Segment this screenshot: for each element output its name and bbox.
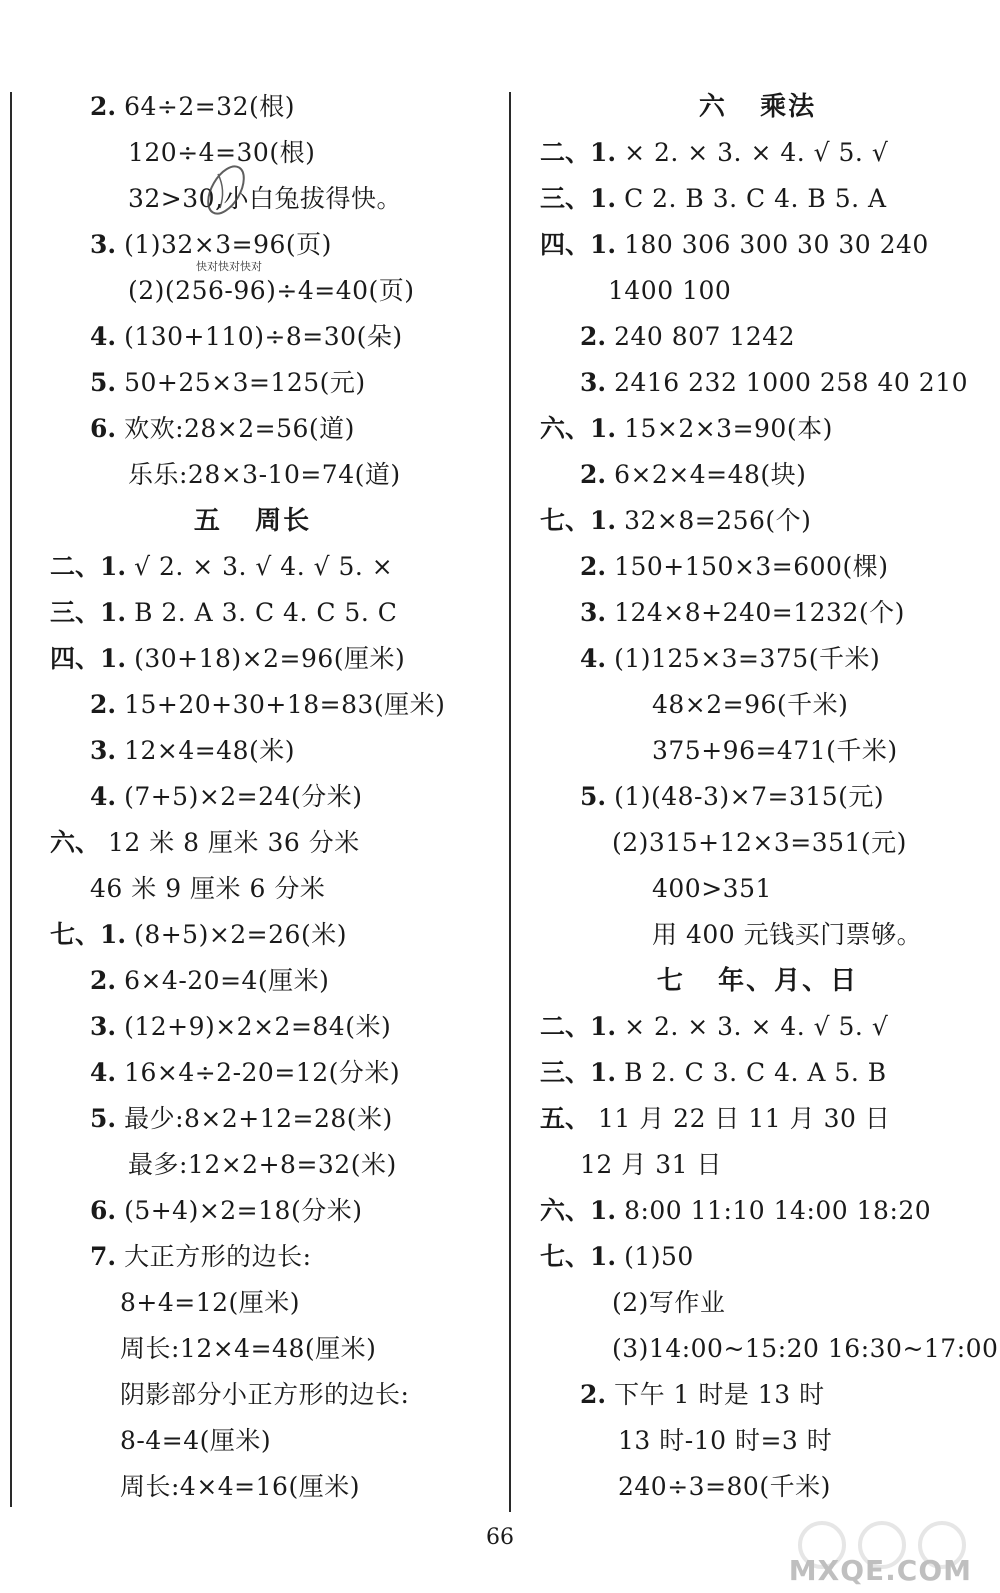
answer-text: 用 400 元钱买门票够。 bbox=[652, 920, 923, 949]
answer-text: 6×2×4=48(块) bbox=[614, 460, 807, 489]
stamp-seal-icon bbox=[196, 160, 256, 220]
answer-text: (1)(48-3)×7=315(元) bbox=[614, 782, 885, 811]
right-column bbox=[0, 84, 1000, 1510]
answer-text: (7+5)×2=24(分米) bbox=[124, 782, 363, 811]
answer-text: (3)14:00~15:20 16:30~17:00 bbox=[612, 1334, 999, 1363]
answer-text: 400>351 bbox=[652, 874, 772, 903]
answer-line bbox=[0, 1142, 1000, 1188]
answer-line bbox=[0, 452, 1000, 498]
answer-text: (8+5)×2=26(米) bbox=[134, 920, 347, 949]
answer-line bbox=[0, 1280, 1000, 1326]
answer-text: 13 时-10 时=3 时 bbox=[618, 1426, 833, 1455]
item-number: 6. bbox=[90, 414, 117, 443]
item-number: 4. bbox=[580, 644, 607, 673]
answer-line bbox=[0, 682, 1000, 728]
item-number: 二、1. bbox=[540, 1012, 617, 1041]
section-heading: 六 乘法 bbox=[698, 92, 817, 122]
answer-line bbox=[0, 544, 1000, 590]
answer-line bbox=[0, 130, 1000, 176]
answer-text: 46 米 9 厘米 6 分米 bbox=[90, 874, 326, 903]
item-number: 二、1. bbox=[50, 552, 127, 581]
section-heading: 五 周长 bbox=[193, 506, 312, 536]
answer-line bbox=[0, 728, 1000, 774]
item-number: 3. bbox=[580, 598, 607, 627]
answer-text: C 2. B 3. C 4. B 5. A bbox=[624, 184, 887, 213]
item-number: 三、1. bbox=[540, 1058, 617, 1087]
stamp-text: 快对快对快对 bbox=[196, 260, 262, 273]
answer-text: 最多:12×2+8=32(米) bbox=[128, 1150, 397, 1179]
answer-text: 11 月 22 日 11 月 30 日 bbox=[597, 1104, 891, 1133]
answer-text: (12+9)×2×2=84(米) bbox=[124, 1012, 392, 1041]
answer-text: 8-4=4(厘米) bbox=[120, 1426, 272, 1455]
answer-line bbox=[0, 1004, 1000, 1050]
answer-text: 8+4=12(厘米) bbox=[120, 1288, 301, 1317]
answer-line bbox=[0, 774, 1000, 820]
answer-line bbox=[0, 1418, 1000, 1464]
answer-text: × 2. × 3. × 4. √ 5. √ bbox=[624, 138, 889, 167]
answer-text: (1)50 bbox=[624, 1242, 694, 1271]
answer-text: 120÷4=30(根) bbox=[128, 138, 316, 167]
item-number: 2. bbox=[580, 552, 607, 581]
item-number: 六、 bbox=[50, 828, 101, 857]
item-number: 五、 bbox=[540, 1104, 591, 1133]
answer-line bbox=[0, 406, 1000, 452]
answer-text: × 2. × 3. × 4. √ 5. √ bbox=[624, 1012, 889, 1041]
page-number: 66 bbox=[486, 1525, 514, 1550]
answer-text: 240÷3=80(千米) bbox=[618, 1472, 831, 1501]
answer-text: 12 月 31 日 bbox=[580, 1150, 722, 1179]
item-number: 六、1. bbox=[540, 1196, 617, 1225]
answer-line bbox=[0, 912, 1000, 958]
item-number: 三、1. bbox=[540, 184, 617, 213]
item-number: 六、1. bbox=[540, 414, 617, 443]
item-number: 3. bbox=[90, 230, 117, 259]
item-number: 2. bbox=[90, 92, 117, 121]
answer-text: 15+20+30+18=83(厘米) bbox=[124, 690, 446, 719]
answer-line bbox=[0, 268, 1000, 314]
answer-line bbox=[0, 1372, 1000, 1418]
answer-line bbox=[0, 820, 1000, 866]
answer-text: (30+18)×2=96(厘米) bbox=[134, 644, 406, 673]
item-number: 5. bbox=[580, 782, 607, 811]
answer-text: 1400 100 bbox=[608, 276, 732, 305]
answer-text: 32×8=256(个) bbox=[624, 506, 812, 535]
answer-text: (1)125×3=375(千米) bbox=[614, 644, 881, 673]
answer-text: 15×2×3=90(本) bbox=[624, 414, 833, 443]
answer-text: 2416 232 1000 258 40 210 bbox=[614, 368, 969, 397]
answer-text: B 2. C 3. C 4. A 5. B bbox=[624, 1058, 887, 1087]
answer-text: 下午 1 时是 13 时 bbox=[614, 1380, 825, 1409]
answer-line bbox=[0, 636, 1000, 682]
answer-line bbox=[0, 1188, 1000, 1234]
answer-line bbox=[0, 590, 1000, 636]
watermark-text: MXQE.COM bbox=[788, 1554, 972, 1587]
answer-text: 180 306 300 30 30 240 bbox=[624, 230, 929, 259]
answer-text: (130+110)÷8=30(朵) bbox=[124, 322, 403, 351]
answer-text: 124×8+240=1232(个) bbox=[614, 598, 905, 627]
answer-text: 周长:4×4=16(厘米) bbox=[120, 1472, 360, 1501]
answer-line bbox=[0, 314, 1000, 360]
answer-text: 48×2=96(千米) bbox=[652, 690, 849, 719]
item-number: 2. bbox=[580, 460, 607, 489]
answer-text: 12 米 8 厘米 36 分米 bbox=[107, 828, 360, 857]
answer-text: 32>30,小白兔拔得快。 bbox=[128, 184, 403, 213]
answer-text: B 2. A 3. C 4. C 5. C bbox=[134, 598, 398, 627]
answer-text: 64÷2=32(根) bbox=[124, 92, 295, 121]
item-number: 3. bbox=[90, 736, 117, 765]
answer-line bbox=[0, 1464, 1000, 1510]
answer-text: (1)32×3=96(页) bbox=[124, 230, 332, 259]
answer-line bbox=[0, 1326, 1000, 1372]
answer-text: (2)(256-96)÷4=40(页) bbox=[128, 276, 415, 305]
item-number: 2. bbox=[90, 690, 117, 719]
item-number: 4. bbox=[90, 1058, 117, 1087]
answer-text: √ 2. × 3. √ 4. √ 5. × bbox=[134, 552, 394, 581]
answer-text: 最少:8×2+12=28(米) bbox=[124, 1104, 393, 1133]
answer-line bbox=[0, 1096, 1000, 1142]
answer-text: 240 807 1242 bbox=[614, 322, 796, 351]
item-number: 2. bbox=[580, 1380, 607, 1409]
answer-text: 375+96=471(千米) bbox=[652, 736, 898, 765]
item-number: 5. bbox=[90, 368, 117, 397]
answer-text: 50+25×3=125(元) bbox=[124, 368, 366, 397]
item-number: 3. bbox=[90, 1012, 117, 1041]
item-number: 4. bbox=[90, 782, 117, 811]
answer-line bbox=[0, 1050, 1000, 1096]
item-number: 5. bbox=[90, 1104, 117, 1133]
answer-text: 周长:12×4=48(厘米) bbox=[120, 1334, 377, 1363]
section-heading: 七 年、月、日 bbox=[656, 966, 859, 996]
answer-text: 8:00 11:10 14:00 18:20 bbox=[624, 1196, 932, 1225]
item-number: 四、1. bbox=[540, 230, 617, 259]
answer-text: 6×4-20=4(厘米) bbox=[124, 966, 330, 995]
answer-text: 12×4=48(米) bbox=[124, 736, 295, 765]
item-number: 7. bbox=[90, 1242, 117, 1271]
answer-text: 大正方形的边长: bbox=[124, 1242, 312, 1271]
item-number: 2. bbox=[580, 322, 607, 351]
item-number: 七、1. bbox=[540, 1242, 617, 1271]
answer-line bbox=[0, 222, 1000, 268]
item-number: 七、1. bbox=[540, 506, 617, 535]
answer-text: 16×4÷2-20=12(分米) bbox=[124, 1058, 401, 1087]
item-number: 三、1. bbox=[50, 598, 127, 627]
item-number: 七、1. bbox=[50, 920, 127, 949]
item-number: 二、1. bbox=[540, 138, 617, 167]
item-number: 3. bbox=[580, 368, 607, 397]
answer-text: 乐乐:28×3-10=74(道) bbox=[128, 460, 401, 489]
answer-text: (5+4)×2=18(分米) bbox=[124, 1196, 363, 1225]
answer-line bbox=[0, 360, 1000, 406]
answer-text: 150+150×3=600(棵) bbox=[614, 552, 889, 581]
item-number: 4. bbox=[90, 322, 117, 351]
answer-text: 欢欢:28×2=56(道) bbox=[124, 414, 355, 443]
item-number: 2. bbox=[90, 966, 117, 995]
answer-line bbox=[0, 176, 1000, 222]
item-number: 6. bbox=[90, 1196, 117, 1225]
answer-line bbox=[0, 866, 1000, 912]
answer-text: 阴影部分小正方形的边长: bbox=[120, 1380, 410, 1409]
answer-line bbox=[0, 498, 1000, 544]
item-number: 四、1. bbox=[50, 644, 127, 673]
answer-line bbox=[0, 1234, 1000, 1280]
answer-text: (2)315+12×3=351(元) bbox=[612, 828, 907, 857]
answer-text: (2)写作业 bbox=[612, 1288, 726, 1317]
